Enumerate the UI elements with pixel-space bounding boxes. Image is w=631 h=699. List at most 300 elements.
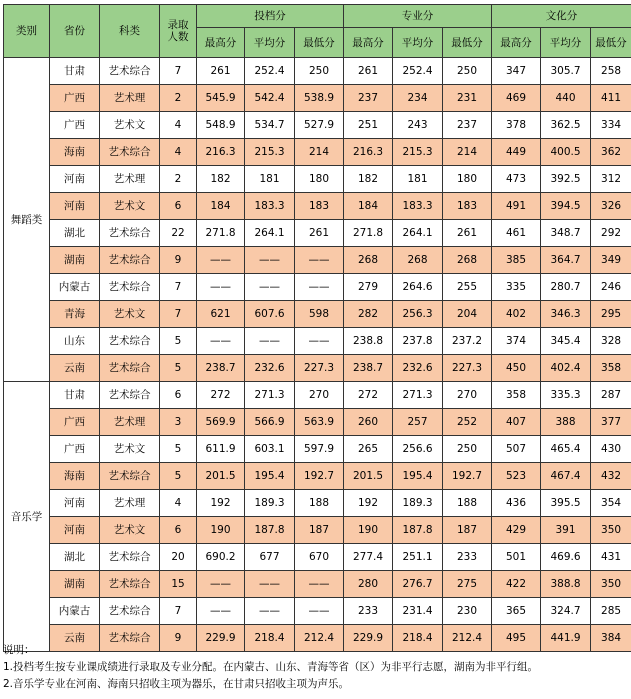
admitted-count-cell: 9: [160, 247, 197, 274]
zhuanye-min-cell: 231: [443, 85, 492, 112]
toudang-min-cell: 270: [295, 382, 344, 409]
zhuanye-min-cell: 227.3: [443, 355, 492, 382]
toudang-avg-cell: ——: [245, 571, 295, 598]
zhuanye-avg-cell: 215.3: [393, 139, 443, 166]
subject-cell: 艺术文: [100, 301, 160, 328]
zhuanye-avg-cell: 257: [393, 409, 443, 436]
wenhua-max-cell: 469: [492, 85, 541, 112]
wenhua-max-cell: 523: [492, 463, 541, 490]
subject-cell: 艺术文: [100, 436, 160, 463]
table-row: [4, 166, 631, 193]
table-row: [4, 409, 631, 436]
subject-cell: 艺术文: [100, 112, 160, 139]
zhuanye-min-cell: 252: [443, 409, 492, 436]
toudang-max-cell: 229.9: [197, 625, 245, 652]
table-row: [4, 544, 631, 571]
admitted-count-cell: 22: [160, 220, 197, 247]
admitted-count-cell: 2: [160, 166, 197, 193]
province-cell: 青海: [50, 301, 100, 328]
province-cell: 湖南: [50, 247, 100, 274]
table-row: [4, 436, 631, 463]
header-avg: 平均分: [541, 28, 591, 58]
toudang-avg-cell: 264.1: [245, 220, 295, 247]
zhuanye-avg-cell: 251.1: [393, 544, 443, 571]
wenhua-min-cell: 350: [591, 571, 631, 598]
notes-title: 说明：: [3, 644, 35, 656]
wenhua-min-cell: 334: [591, 112, 631, 139]
header-admitted-count: [160, 5, 197, 58]
wenhua-avg-cell: 394.5: [541, 193, 591, 220]
header-max: 最高分: [492, 28, 541, 58]
admitted-count-cell: 7: [160, 598, 197, 625]
toudang-avg-cell: 218.4: [245, 625, 295, 652]
zhuanye-avg-cell: 187.8: [393, 517, 443, 544]
toudang-max-cell: ——: [197, 247, 245, 274]
wenhua-max-cell: 374: [492, 328, 541, 355]
header-group-toudang: 投档分: [197, 5, 344, 28]
province-cell: 甘肃: [50, 58, 100, 85]
zhuanye-max-cell: 238.8: [344, 328, 393, 355]
header-subject: 科类: [100, 5, 160, 58]
admitted-count-cell: 3: [160, 409, 197, 436]
province-cell: 河南: [50, 193, 100, 220]
subject-cell: 艺术综合: [100, 463, 160, 490]
zhuanye-avg-cell: 183.3: [393, 193, 443, 220]
toudang-max-cell: 271.8: [197, 220, 245, 247]
toudang-max-cell: ——: [197, 571, 245, 598]
wenhua-avg-cell: 395.5: [541, 490, 591, 517]
zhuanye-max-cell: 216.3: [344, 139, 393, 166]
subject-cell: 艺术综合: [100, 58, 160, 85]
admitted-count-cell: 5: [160, 328, 197, 355]
toudang-min-cell: 188: [295, 490, 344, 517]
wenhua-avg-cell: 324.7: [541, 598, 591, 625]
table-row: [4, 112, 631, 139]
province-cell: 甘肃: [50, 382, 100, 409]
wenhua-max-cell: 507: [492, 436, 541, 463]
zhuanye-min-cell: 255: [443, 274, 492, 301]
zhuanye-avg-cell: 237.8: [393, 328, 443, 355]
admission-score-table: [3, 4, 631, 652]
header-min: 最低分: [443, 28, 492, 58]
wenhua-avg-cell: 348.7: [541, 220, 591, 247]
zhuanye-avg-cell: 264.1: [393, 220, 443, 247]
admitted-count-cell: 2: [160, 85, 197, 112]
toudang-avg-cell: 566.9: [245, 409, 295, 436]
admitted-count-cell: 4: [160, 139, 197, 166]
table-row: [4, 517, 631, 544]
wenhua-max-cell: 495: [492, 625, 541, 652]
wenhua-min-cell: 354: [591, 490, 631, 517]
toudang-min-cell: 527.9: [295, 112, 344, 139]
wenhua-min-cell: 312: [591, 166, 631, 193]
zhuanye-max-cell: 260: [344, 409, 393, 436]
wenhua-avg-cell: 388: [541, 409, 591, 436]
wenhua-avg-cell: 467.4: [541, 463, 591, 490]
toudang-min-cell: 180: [295, 166, 344, 193]
subject-cell: 艺术综合: [100, 220, 160, 247]
zhuanye-max-cell: 251: [344, 112, 393, 139]
wenhua-min-cell: 377: [591, 409, 631, 436]
subject-cell: 艺术理: [100, 409, 160, 436]
wenhua-max-cell: 385: [492, 247, 541, 274]
table-row: [4, 58, 631, 85]
wenhua-max-cell: 450: [492, 355, 541, 382]
toudang-max-cell: 190: [197, 517, 245, 544]
admitted-count-cell: 5: [160, 436, 197, 463]
zhuanye-min-cell: 204: [443, 301, 492, 328]
toudang-avg-cell: ——: [245, 598, 295, 625]
toudang-min-cell: 214: [295, 139, 344, 166]
header-avg: 平均分: [393, 28, 443, 58]
header-avg: 平均分: [245, 28, 295, 58]
province-cell: 云南: [50, 625, 100, 652]
toudang-max-cell: 261: [197, 58, 245, 85]
toudang-avg-cell: 271.3: [245, 382, 295, 409]
wenhua-avg-cell: 364.7: [541, 247, 591, 274]
wenhua-max-cell: 358: [492, 382, 541, 409]
zhuanye-min-cell: 180: [443, 166, 492, 193]
zhuanye-max-cell: 271.8: [344, 220, 393, 247]
zhuanye-avg-cell: 271.3: [393, 382, 443, 409]
wenhua-avg-cell: 280.7: [541, 274, 591, 301]
wenhua-max-cell: 335: [492, 274, 541, 301]
zhuanye-avg-cell: 231.4: [393, 598, 443, 625]
province-cell: 河南: [50, 166, 100, 193]
admitted-count-cell: 4: [160, 490, 197, 517]
wenhua-max-cell: 436: [492, 490, 541, 517]
header-min: 最低分: [591, 28, 631, 58]
toudang-avg-cell: 607.6: [245, 301, 295, 328]
wenhua-avg-cell: 335.3: [541, 382, 591, 409]
toudang-avg-cell: 252.4: [245, 58, 295, 85]
toudang-max-cell: 548.9: [197, 112, 245, 139]
zhuanye-min-cell: 250: [443, 58, 492, 85]
toudang-max-cell: 621: [197, 301, 245, 328]
table-row: [4, 139, 631, 166]
wenhua-min-cell: 350: [591, 517, 631, 544]
toudang-min-cell: 538.9: [295, 85, 344, 112]
table-header: [4, 5, 631, 58]
toudang-avg-cell: 181: [245, 166, 295, 193]
zhuanye-max-cell: 201.5: [344, 463, 393, 490]
note-line-2: 2.音乐学专业在河南、海南只招收主项为器乐，在甘肃只招收主项为声乐。: [3, 678, 350, 690]
toudang-min-cell: 192.7: [295, 463, 344, 490]
toudang-avg-cell: 534.7: [245, 112, 295, 139]
wenhua-min-cell: 328: [591, 328, 631, 355]
notes: [3, 642, 629, 693]
zhuanye-min-cell: 230: [443, 598, 492, 625]
header-category: 类别: [4, 5, 50, 58]
province-cell: 云南: [50, 355, 100, 382]
subject-cell: 艺术综合: [100, 355, 160, 382]
wenhua-min-cell: 246: [591, 274, 631, 301]
category-cell: 音乐学: [4, 382, 50, 652]
wenhua-max-cell: 402: [492, 301, 541, 328]
zhuanye-avg-cell: 264.6: [393, 274, 443, 301]
toudang-max-cell: 272: [197, 382, 245, 409]
toudang-min-cell: 597.9: [295, 436, 344, 463]
zhuanye-avg-cell: 256.3: [393, 301, 443, 328]
admitted-count-cell: 5: [160, 355, 197, 382]
zhuanye-min-cell: 261: [443, 220, 492, 247]
zhuanye-avg-cell: 189.3: [393, 490, 443, 517]
header-min: 最低分: [295, 28, 344, 58]
header-max: 最高分: [197, 28, 245, 58]
toudang-max-cell: 192: [197, 490, 245, 517]
toudang-min-cell: 187: [295, 517, 344, 544]
wenhua-min-cell: 431: [591, 544, 631, 571]
wenhua-min-cell: 358: [591, 355, 631, 382]
wenhua-min-cell: 362: [591, 139, 631, 166]
table-row: [4, 85, 631, 112]
wenhua-max-cell: 347: [492, 58, 541, 85]
zhuanye-max-cell: 182: [344, 166, 393, 193]
wenhua-min-cell: 384: [591, 625, 631, 652]
toudang-max-cell: 569.9: [197, 409, 245, 436]
zhuanye-max-cell: 190: [344, 517, 393, 544]
zhuanye-max-cell: 233: [344, 598, 393, 625]
zhuanye-avg-cell: 234: [393, 85, 443, 112]
zhuanye-max-cell: 184: [344, 193, 393, 220]
zhuanye-avg-cell: 218.4: [393, 625, 443, 652]
zhuanye-avg-cell: 232.6: [393, 355, 443, 382]
toudang-avg-cell: ——: [245, 328, 295, 355]
table-row: [4, 220, 631, 247]
subject-cell: 艺术综合: [100, 382, 160, 409]
wenhua-avg-cell: 465.4: [541, 436, 591, 463]
wenhua-avg-cell: 440: [541, 85, 591, 112]
subject-cell: 艺术综合: [100, 571, 160, 598]
admitted-count-cell: 15: [160, 571, 197, 598]
zhuanye-min-cell: 250: [443, 436, 492, 463]
table-body: [4, 58, 631, 652]
zhuanye-min-cell: 192.7: [443, 463, 492, 490]
admitted-count-cell: 20: [160, 544, 197, 571]
zhuanye-max-cell: 229.9: [344, 625, 393, 652]
zhuanye-min-cell: 270: [443, 382, 492, 409]
toudang-max-cell: 201.5: [197, 463, 245, 490]
province-cell: 河南: [50, 517, 100, 544]
table-row: [4, 193, 631, 220]
province-cell: 河南: [50, 490, 100, 517]
toudang-min-cell: 227.3: [295, 355, 344, 382]
header-max: 最高分: [344, 28, 393, 58]
wenhua-avg-cell: 388.8: [541, 571, 591, 598]
zhuanye-avg-cell: 195.4: [393, 463, 443, 490]
table-row: [4, 355, 631, 382]
toudang-min-cell: 598: [295, 301, 344, 328]
toudang-min-cell: ——: [295, 328, 344, 355]
toudang-min-cell: 670: [295, 544, 344, 571]
zhuanye-avg-cell: 252.4: [393, 58, 443, 85]
zhuanye-avg-cell: 243: [393, 112, 443, 139]
wenhua-avg-cell: 441.9: [541, 625, 591, 652]
toudang-min-cell: ——: [295, 598, 344, 625]
wenhua-avg-cell: 305.7: [541, 58, 591, 85]
toudang-avg-cell: ——: [245, 274, 295, 301]
toudang-avg-cell: 187.8: [245, 517, 295, 544]
toudang-min-cell: ——: [295, 274, 344, 301]
wenhua-max-cell: 429: [492, 517, 541, 544]
toudang-max-cell: 182: [197, 166, 245, 193]
toudang-max-cell: 690.2: [197, 544, 245, 571]
zhuanye-min-cell: 233: [443, 544, 492, 571]
toudang-max-cell: 611.9: [197, 436, 245, 463]
subject-cell: 艺术综合: [100, 247, 160, 274]
toudang-min-cell: 261: [295, 220, 344, 247]
table-row: [4, 274, 631, 301]
wenhua-max-cell: 407: [492, 409, 541, 436]
admitted-count-cell: 6: [160, 193, 197, 220]
category-cell: 舞蹈类: [4, 58, 50, 382]
wenhua-min-cell: 326: [591, 193, 631, 220]
toudang-min-cell: ——: [295, 247, 344, 274]
zhuanye-min-cell: 275: [443, 571, 492, 598]
admitted-count-cell: 7: [160, 301, 197, 328]
header-admitted-line2: 人数: [167, 31, 189, 43]
province-cell: 内蒙古: [50, 598, 100, 625]
subject-cell: 艺术综合: [100, 544, 160, 571]
province-cell: 广西: [50, 436, 100, 463]
wenhua-avg-cell: 392.5: [541, 166, 591, 193]
zhuanye-avg-cell: 268: [393, 247, 443, 274]
toudang-avg-cell: 232.6: [245, 355, 295, 382]
province-cell: 海南: [50, 139, 100, 166]
table-row: [4, 490, 631, 517]
table-row: [4, 301, 631, 328]
subject-cell: 艺术综合: [100, 625, 160, 652]
header-province: 省份: [50, 5, 100, 58]
wenhua-avg-cell: 400.5: [541, 139, 591, 166]
zhuanye-max-cell: 238.7: [344, 355, 393, 382]
subject-cell: 艺术理: [100, 166, 160, 193]
header-admitted-line1: 录取: [167, 19, 189, 31]
table-row: [4, 463, 631, 490]
admitted-count-cell: 7: [160, 274, 197, 301]
wenhua-min-cell: 295: [591, 301, 631, 328]
province-cell: 湖北: [50, 544, 100, 571]
toudang-min-cell: ——: [295, 571, 344, 598]
wenhua-avg-cell: 402.4: [541, 355, 591, 382]
toudang-min-cell: 183: [295, 193, 344, 220]
wenhua-max-cell: 449: [492, 139, 541, 166]
toudang-max-cell: 184: [197, 193, 245, 220]
wenhua-min-cell: 349: [591, 247, 631, 274]
province-cell: 湖北: [50, 220, 100, 247]
subject-cell: 艺术综合: [100, 274, 160, 301]
zhuanye-avg-cell: 276.7: [393, 571, 443, 598]
wenhua-max-cell: 365: [492, 598, 541, 625]
admitted-count-cell: 6: [160, 382, 197, 409]
toudang-max-cell: 545.9: [197, 85, 245, 112]
toudang-min-cell: 563.9: [295, 409, 344, 436]
wenhua-avg-cell: 391: [541, 517, 591, 544]
zhuanye-max-cell: 272: [344, 382, 393, 409]
wenhua-min-cell: 411: [591, 85, 631, 112]
toudang-max-cell: ——: [197, 598, 245, 625]
toudang-avg-cell: 195.4: [245, 463, 295, 490]
zhuanye-max-cell: 280: [344, 571, 393, 598]
toudang-avg-cell: 183.3: [245, 193, 295, 220]
wenhua-max-cell: 422: [492, 571, 541, 598]
subject-cell: 艺术综合: [100, 139, 160, 166]
toudang-avg-cell: 603.1: [245, 436, 295, 463]
toudang-max-cell: ——: [197, 328, 245, 355]
admitted-count-cell: 7: [160, 58, 197, 85]
zhuanye-max-cell: 237: [344, 85, 393, 112]
wenhua-avg-cell: 469.6: [541, 544, 591, 571]
table-row: [4, 598, 631, 625]
toudang-min-cell: 212.4: [295, 625, 344, 652]
zhuanye-max-cell: 282: [344, 301, 393, 328]
subject-cell: 艺术综合: [100, 598, 160, 625]
wenhua-min-cell: 285: [591, 598, 631, 625]
wenhua-avg-cell: 362.5: [541, 112, 591, 139]
zhuanye-max-cell: 279: [344, 274, 393, 301]
toudang-min-cell: 250: [295, 58, 344, 85]
toudang-avg-cell: 542.4: [245, 85, 295, 112]
table-row: [4, 571, 631, 598]
province-cell: 内蒙古: [50, 274, 100, 301]
wenhua-max-cell: 501: [492, 544, 541, 571]
admitted-count-cell: 4: [160, 112, 197, 139]
province-cell: 广西: [50, 85, 100, 112]
zhuanye-max-cell: 268: [344, 247, 393, 274]
toudang-avg-cell: ——: [245, 247, 295, 274]
province-cell: 广西: [50, 409, 100, 436]
table-row: [4, 382, 631, 409]
wenhua-max-cell: 491: [492, 193, 541, 220]
admitted-count-cell: 5: [160, 463, 197, 490]
toudang-avg-cell: 215.3: [245, 139, 295, 166]
wenhua-avg-cell: 345.4: [541, 328, 591, 355]
province-cell: 湖南: [50, 571, 100, 598]
zhuanye-max-cell: 192: [344, 490, 393, 517]
subject-cell: 艺术理: [100, 490, 160, 517]
header-group-zhuanye: 专业分: [344, 5, 492, 28]
table-row: [4, 247, 631, 274]
zhuanye-min-cell: 237: [443, 112, 492, 139]
zhuanye-min-cell: 187: [443, 517, 492, 544]
wenhua-min-cell: 287: [591, 382, 631, 409]
header-group-wenhua: 文化分: [492, 5, 631, 28]
wenhua-max-cell: 461: [492, 220, 541, 247]
zhuanye-min-cell: 214: [443, 139, 492, 166]
subject-cell: 艺术理: [100, 85, 160, 112]
province-cell: 海南: [50, 463, 100, 490]
zhuanye-avg-cell: 181: [393, 166, 443, 193]
wenhua-min-cell: 292: [591, 220, 631, 247]
zhuanye-max-cell: 261: [344, 58, 393, 85]
toudang-max-cell: ——: [197, 274, 245, 301]
toudang-max-cell: 238.7: [197, 355, 245, 382]
province-cell: 山东: [50, 328, 100, 355]
toudang-max-cell: 216.3: [197, 139, 245, 166]
admitted-count-cell: 6: [160, 517, 197, 544]
zhuanye-min-cell: 237.2: [443, 328, 492, 355]
wenhua-max-cell: 378: [492, 112, 541, 139]
toudang-avg-cell: 189.3: [245, 490, 295, 517]
zhuanye-min-cell: 268: [443, 247, 492, 274]
zhuanye-max-cell: 265: [344, 436, 393, 463]
wenhua-avg-cell: 346.3: [541, 301, 591, 328]
wenhua-max-cell: 473: [492, 166, 541, 193]
subject-cell: 艺术文: [100, 193, 160, 220]
zhuanye-min-cell: 183: [443, 193, 492, 220]
province-cell: 广西: [50, 112, 100, 139]
toudang-avg-cell: 677: [245, 544, 295, 571]
